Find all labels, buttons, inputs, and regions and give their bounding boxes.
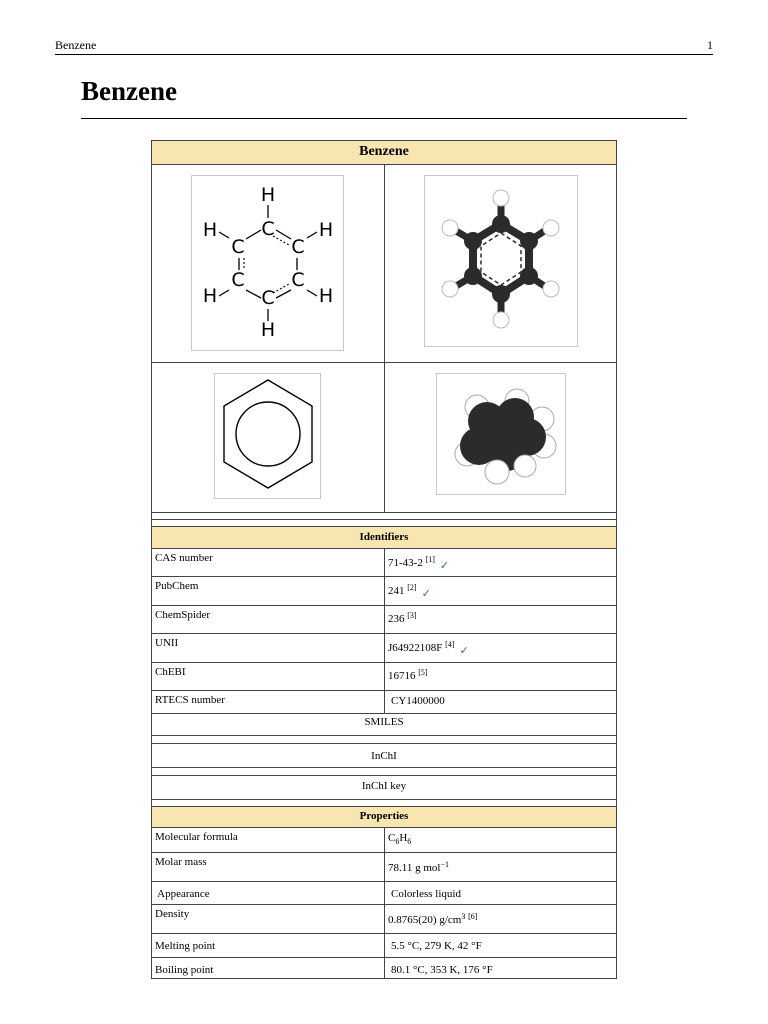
atom-h: H [260,184,276,206]
structure-image-row-1 [152,165,616,363]
identifier-value-text[interactable]: CY1400000 [391,695,445,707]
ball-and-stick-image[interactable] [424,175,578,347]
table-row [152,934,616,958]
skeletal-formula-svg [215,374,322,500]
properties-header [152,807,616,828]
property-label: Melting point [155,940,216,952]
title-divider [81,118,687,119]
citation-link[interactable]: [2] [407,583,417,592]
identifier-value [384,634,616,662]
infobox-title-row [152,141,616,165]
space-filling-svg [437,374,567,496]
property-label: Density [155,908,190,920]
property-label: Molar mass [155,856,207,868]
space-filling-image[interactable] [436,373,566,495]
page-number: 1 [707,38,713,52]
identifier-label: RTECS number [155,694,225,706]
identifier-value-text[interactable]: J64922108F [388,642,443,654]
property-label: Boiling point [155,964,214,976]
identifier-value [384,549,616,576]
identifiers-header [152,527,616,549]
check-mark-icon: ✓ [439,560,450,572]
structural-formula-svg [192,176,345,352]
citation-link[interactable]: [3] [407,611,417,620]
table-row [152,828,616,853]
check-mark-icon: ✓ [459,645,469,657]
molar-mass-value: 78.11 g mol$^{-1}$ [384,853,616,881]
structural-formula-image[interactable] [191,175,344,351]
identifier-label: CAS number [155,552,213,564]
spacer-row [152,768,616,776]
table-row [152,958,616,979]
citation-link[interactable]: [1] [425,555,435,564]
atom-c: C [291,269,305,291]
identifier-value [384,691,616,713]
identifier-value-text[interactable]: 241 [388,585,405,597]
spacer-row [152,800,616,807]
citation-link[interactable]: [5] [418,668,428,677]
running-header-title: Benzene [55,38,97,52]
ball-and-stick-cell [384,165,616,362]
inchi-key-label: InChI key [361,780,407,792]
atom-h: H [318,219,334,241]
table-row [152,549,616,577]
atom-c: C [261,218,275,240]
table-row [152,606,616,634]
density-value: 0.8765(20) $g/cm^3$ [6] [384,905,616,933]
table-row [152,853,616,882]
ball-and-stick-svg [425,176,579,348]
properties-header-label: Properties [359,810,409,822]
table-row [152,577,616,606]
identifier-value [384,663,616,690]
identifier-value [384,577,616,605]
smiles-label: SMILES [364,716,404,728]
identifier-label: PubChem [155,580,199,592]
table-row [152,905,616,934]
page-title: Benzene [81,76,177,106]
boiling-point-value: 80.1 °C, 353 K, 176 °F [384,958,616,979]
identifier-label: ChemSpider [155,609,210,621]
molecular-formula-value: $C_6H_6$ [384,828,616,852]
atom-c: C [231,269,245,291]
table-row [152,882,616,905]
table-row [152,663,616,691]
identifier-label: UNII [155,637,179,649]
inchi-key-row[interactable] [152,776,616,800]
spacer-row [152,513,616,520]
property-label: Molecular formula [155,831,238,843]
atom-h: H [202,285,218,307]
melting-point-value: 5.5 °C, 279 K, 42 °F [384,934,616,957]
inchi-row[interactable] [152,744,616,768]
chembox-infobox [151,140,617,979]
space-filling-cell [384,363,616,512]
skeletal-formula-image[interactable] [214,373,321,499]
running-header [55,38,713,55]
table-row [152,634,616,663]
atom-c: C [291,236,305,258]
identifiers-header-label: Identifiers [359,531,409,543]
atom-c: C [261,287,275,309]
atom-h: H [202,219,218,241]
atom-h: H [260,319,276,341]
identifier-value [384,606,616,633]
citation-link[interactable]: [4] [445,640,455,649]
citation-link[interactable]: [6] [468,912,478,921]
property-label: Appearance [155,888,210,900]
identifier-label: ChEBI [155,666,186,678]
identifier-value-text[interactable]: 71-43-2 [388,557,423,569]
spacer-row [152,520,616,527]
spacer-row [152,736,616,744]
appearance-value: Colorless liquid [384,882,616,904]
structure-image-row-2 [152,363,616,513]
inchi-label: InChI [371,750,397,762]
structural-formula-cell [152,165,384,362]
identifier-value-text[interactable]: 236 [388,613,405,625]
atom-h: H [318,285,334,307]
check-mark-icon: ✓ [421,588,431,600]
identifier-value-text[interactable]: 16716 [388,670,416,682]
infobox-title: Benzene [359,144,409,159]
skeletal-formula-cell [152,363,384,512]
atom-c: C [231,236,245,258]
smiles-row[interactable] [152,712,616,736]
table-row [152,691,616,714]
